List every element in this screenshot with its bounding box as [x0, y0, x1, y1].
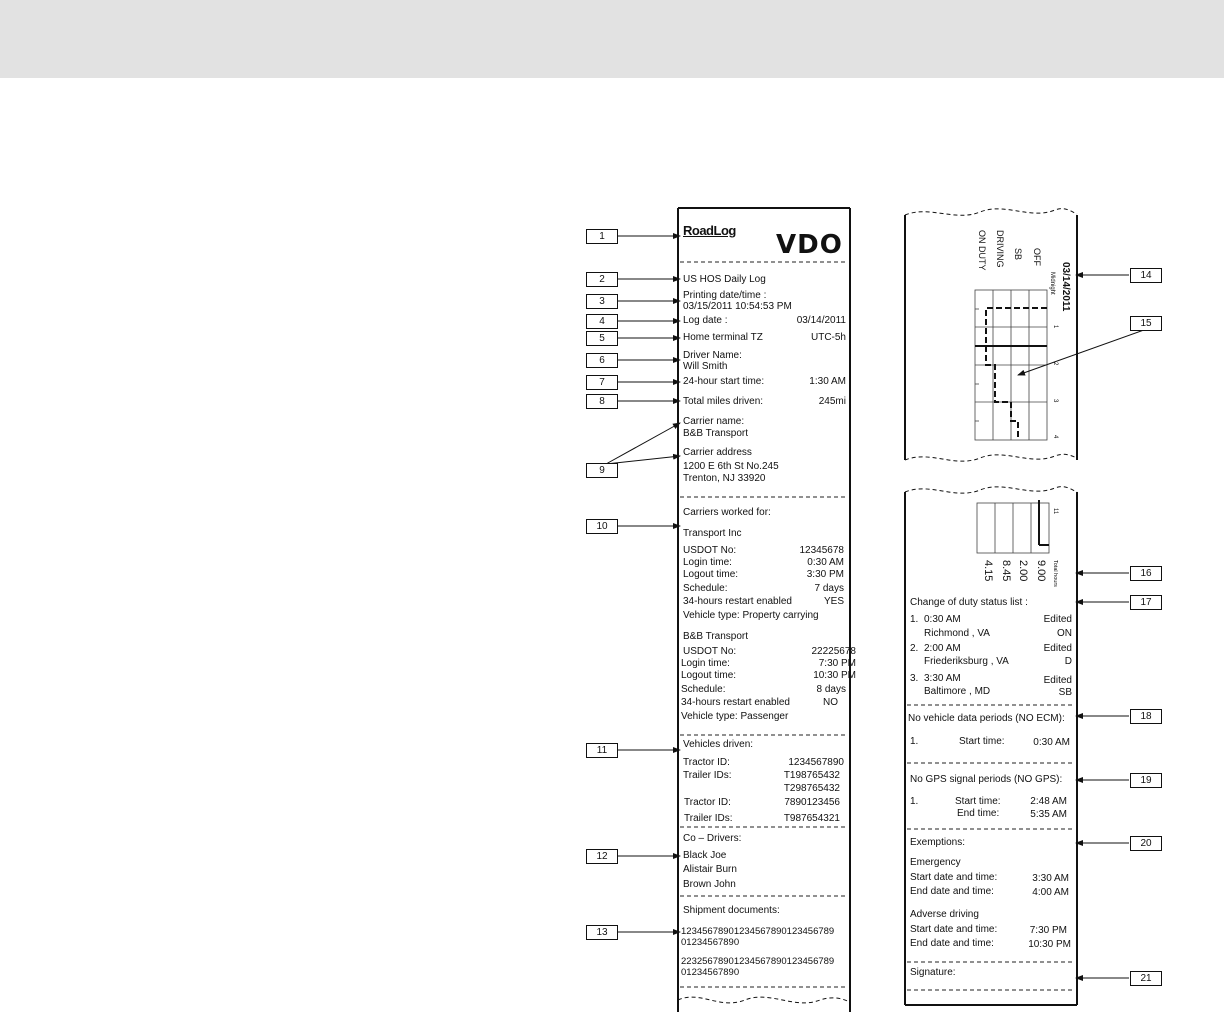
adverse-end-label: End date and time: — [910, 938, 994, 949]
start-time-value: 1:30 AM — [809, 376, 846, 387]
total-sb: 2.00 — [1017, 560, 1029, 582]
carrier-2-login-value: 7:30 PM — [818, 658, 856, 669]
shipment-1-line2: 01234567890 — [681, 937, 740, 948]
vdo-brand-logo: VDO — [776, 230, 843, 260]
change-1-time: 0:30 AM — [924, 614, 961, 625]
carrier-1-logout-label: Logout time: — [683, 569, 739, 580]
carriers-worked-label: Carriers worked for: — [683, 507, 771, 518]
callout-2: 2 — [586, 272, 618, 287]
log-date-label: Log date : — [683, 315, 728, 326]
callout-4: 4 — [586, 314, 618, 329]
carrier-1-schedule-label: Schedule: — [683, 583, 728, 594]
callout-6: 6 — [586, 353, 618, 368]
exemptions-label: Exemptions: — [910, 837, 966, 848]
duty-status-grid-end — [977, 500, 1049, 553]
vehicle-2-tractor-value: 7890123456 — [784, 797, 840, 808]
total-driving: 8.45 — [1000, 560, 1012, 582]
change-3-num: 3. — [910, 673, 919, 684]
carrier-1-restart-value: YES — [823, 596, 844, 607]
callout-11: 11 — [586, 743, 618, 758]
callout-10: 10 — [586, 519, 618, 534]
emergency-start-value: 3:30 AM — [1032, 873, 1069, 884]
adverse-start-value: 7:30 PM — [1029, 925, 1067, 936]
right-top-receipt-outline — [905, 209, 1077, 461]
miles-label: Total miles driven: — [683, 396, 764, 407]
vehicle-2-tractor-label: Tractor ID: — [684, 797, 731, 808]
signature-label: Signature: — [910, 967, 956, 978]
carrier-1-restart-label: 34-hours restart enabled — [683, 596, 792, 607]
vehicle-1-trailer-1: T198765432 — [783, 770, 840, 781]
carrier-2-schedule-label: Schedule: — [681, 684, 726, 695]
change-1-place: Richmond , VA — [924, 628, 990, 639]
hour-tick-4: 4 — [1052, 435, 1058, 439]
status-sb: SB — [1013, 248, 1023, 261]
change-2-place: Friederiksburg , VA — [924, 656, 1009, 667]
carrier-1-name: Transport Inc — [683, 528, 742, 539]
change-3-status: SB — [1058, 687, 1072, 698]
shipment-2-line2: 01234567890 — [681, 967, 740, 978]
callout-13: 13 — [586, 925, 618, 940]
emergency-label: Emergency — [910, 857, 961, 868]
no-ecm-start-label: Start time: — [959, 736, 1005, 747]
shipment-1-line1: 12345678901234567890123456789 — [681, 926, 835, 937]
printing-value: 03/15/2011 10:54:53 PM — [683, 301, 792, 312]
no-gps-end-label: End time: — [957, 808, 1000, 819]
roadlog-logo: RoadLog — [683, 223, 736, 238]
carrier-1-login-label: Login time: — [683, 557, 732, 568]
carrier-2-usdot-value: 22225678 — [811, 646, 856, 657]
no-ecm-num: 1. — [910, 736, 919, 747]
callout-3: 3 — [586, 294, 618, 309]
codriver-1: Black Joe — [683, 850, 727, 861]
carrier-1-logout-value: 3:30 PM — [806, 569, 844, 580]
no-gps-num: 1. — [910, 796, 919, 807]
callout-8: 8 — [586, 394, 618, 409]
hour-tick-11: 11 — [1052, 508, 1058, 515]
address-line1: 1200 E 6th St No.245 — [683, 461, 779, 472]
shipment-label: Shipment documents: — [683, 905, 780, 916]
change-list-label: Change of duty status list : — [910, 597, 1028, 608]
emergency-end-label: End date and time: — [910, 886, 994, 897]
adverse-label: Adverse driving — [910, 909, 979, 920]
carrier-2-usdot-label: USDOT No: — [683, 646, 737, 657]
hour-tick-1: 1 — [1052, 325, 1058, 329]
total-off: 9.00 — [1035, 560, 1047, 582]
hour-tick-2: 2 — [1052, 362, 1058, 366]
carrier-1-usdot-label: USDOT No: — [683, 545, 737, 556]
vehicle-2-trailer-1: T987654321 — [783, 813, 840, 824]
printing-label: Printing date/time : — [683, 290, 767, 301]
carrier-2-logout-label: Logout time: — [681, 670, 737, 681]
codriver-3: Brown John — [683, 879, 736, 890]
vehicle-2-trailer-label: Trailer IDs: — [684, 813, 733, 824]
adverse-start-label: Start date and time: — [910, 924, 998, 935]
vehicles-label: Vehicles driven: — [683, 739, 754, 750]
callout-17: 17 — [1130, 595, 1162, 610]
no-gps-start-label: Start time: — [955, 796, 1001, 807]
change-1-edited: Edited — [1043, 614, 1072, 625]
driver-value: Will Smith — [683, 361, 728, 372]
callout-7: 7 — [586, 375, 618, 390]
no-gps-end-value: 5:35 AM — [1030, 809, 1067, 820]
callout-19: 19 — [1130, 773, 1162, 788]
log-title: US HOS Daily Log — [683, 274, 766, 285]
adverse-end-value: 10:30 PM — [1028, 939, 1071, 950]
carrier-2-vehicle-type: Vehicle type: Passenger — [681, 711, 789, 722]
carrier-1-usdot-value: 12345678 — [799, 545, 844, 556]
callout-9: 9 — [586, 463, 618, 478]
change-2-status: D — [1064, 656, 1072, 667]
address-label: Carrier address — [683, 447, 752, 458]
change-3-time: 3:30 AM — [924, 673, 961, 684]
emergency-end-value: 4:00 AM — [1032, 887, 1069, 898]
carrier-value: B&B Transport — [683, 428, 749, 439]
carrier-2-login-label: Login time: — [681, 658, 730, 669]
codriver-2: Alistair Burn — [683, 864, 737, 875]
callout-20: 20 — [1130, 836, 1162, 851]
total-on-duty: 4.15 — [982, 560, 994, 582]
change-2-edited: Edited — [1043, 643, 1072, 654]
graph-date: 03/14/2011 — [1060, 262, 1071, 312]
status-on-duty: ON DUTY — [977, 230, 987, 271]
no-gps-start-value: 2:48 AM — [1030, 796, 1067, 807]
graph-midnight: Midnight — [1049, 272, 1055, 295]
callout-1: 1 — [586, 229, 618, 244]
emergency-start-label: Start date and time: — [910, 872, 998, 883]
callout-18: 18 — [1130, 709, 1162, 724]
codrivers-label: Co – Drivers: — [683, 833, 742, 844]
no-ecm-start-value: 0:30 AM — [1033, 737, 1070, 748]
vehicle-1-trailer-label: Trailer IDs: — [683, 770, 732, 781]
change-1-num: 1. — [910, 614, 919, 625]
hour-tick-3: 3 — [1052, 399, 1058, 403]
miles-value: 245mi — [818, 396, 846, 407]
carrier-1-schedule-value: 7 days — [814, 583, 844, 594]
callout-5: 5 — [586, 331, 618, 346]
callout-16: 16 — [1130, 566, 1162, 581]
carrier-2-restart-label: 34-hours restart enabled — [681, 697, 790, 708]
change-2-time: 2:00 AM — [924, 643, 961, 654]
vehicle-1-trailer-2: T298765432 — [783, 783, 840, 794]
driver-label: Driver Name: — [683, 350, 742, 361]
carrier-2-name: B&B Transport — [683, 631, 749, 642]
carrier-1-login-value: 0:30 AM — [807, 557, 844, 568]
carrier-2-schedule-value: 8 days — [816, 684, 846, 695]
status-off: OFF — [1032, 248, 1042, 266]
change-1-status: ON — [1057, 628, 1072, 639]
callout-12: 12 — [586, 849, 618, 864]
no-gps-label: No GPS signal periods (NO GPS): — [910, 774, 1063, 785]
callout-15: 15 — [1130, 316, 1162, 331]
status-driving: DRIVING — [995, 230, 1005, 268]
vehicle-1-tractor-value: 1234567890 — [788, 757, 844, 768]
total-hours-label: Total hours — [1052, 560, 1058, 587]
address-line2: Trenton, NJ 33920 — [683, 473, 766, 484]
carrier-1-vehicle-type: Vehicle type: Property carrying — [683, 610, 819, 621]
change-3-edited: Edited — [1043, 675, 1072, 686]
no-ecm-label: No vehicle data periods (NO ECM): — [908, 713, 1065, 724]
carrier-2-logout-value: 10:30 PM — [813, 670, 856, 681]
tz-value: UTC-5h — [810, 332, 846, 343]
change-3-place: Baltimore , MD — [924, 686, 991, 697]
callout-14: 14 — [1130, 268, 1162, 283]
shipment-2-line1: 22325678901234567890123456789 — [681, 956, 835, 967]
log-date-value: 03/14/2011 — [796, 315, 846, 326]
callout-21: 21 — [1130, 971, 1162, 986]
start-time-label: 24-hour start time: — [683, 376, 765, 387]
tz-label: Home terminal TZ — [683, 332, 763, 343]
change-2-num: 2. — [910, 643, 919, 654]
carrier-2-restart-value: NO — [823, 697, 838, 708]
carrier-label: Carrier name: — [683, 416, 745, 427]
vehicle-1-tractor-label: Tractor ID: — [683, 757, 730, 768]
